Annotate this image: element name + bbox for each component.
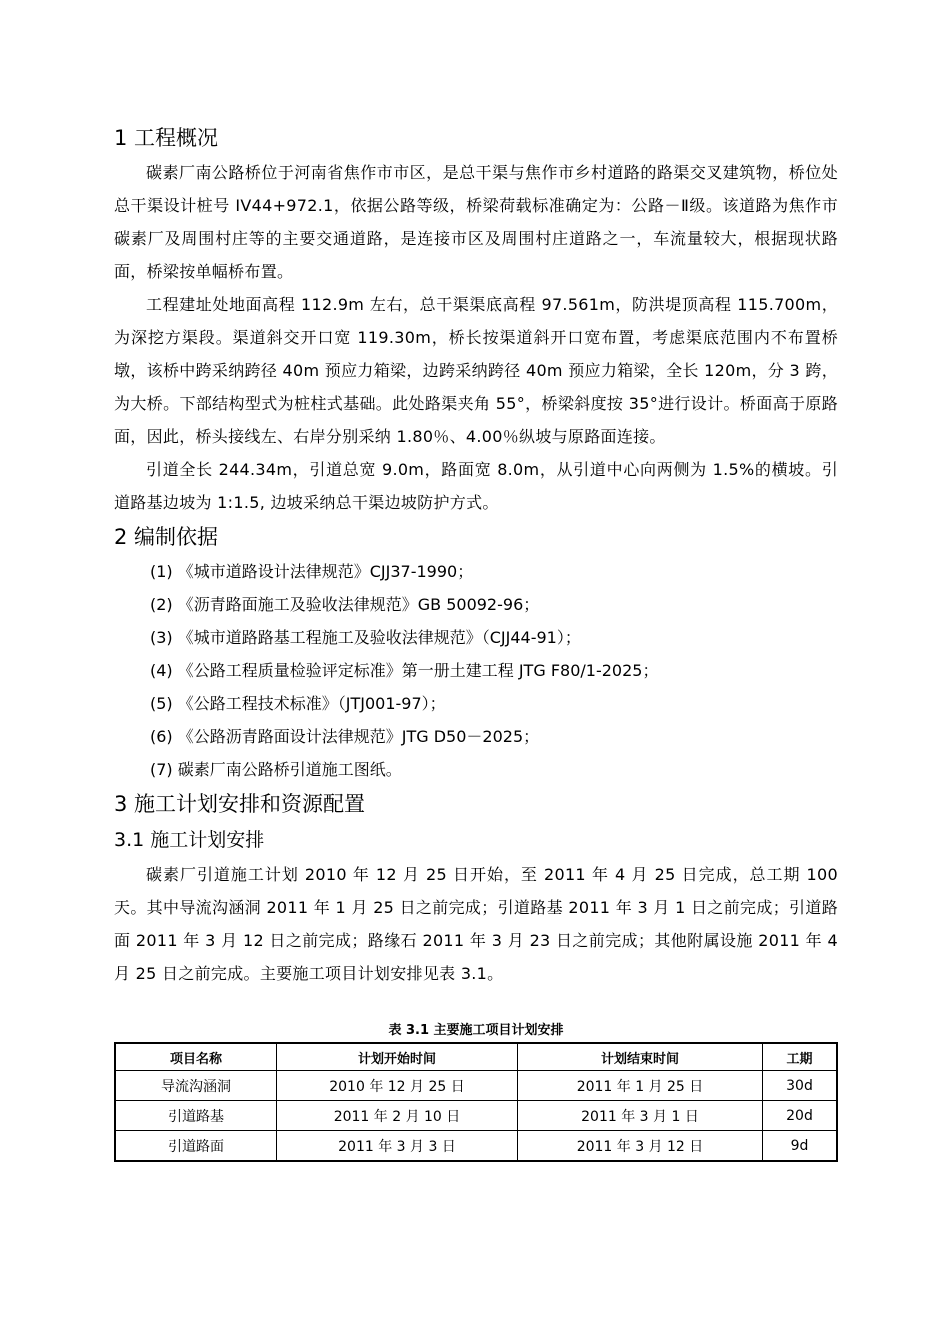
section-3-heading: 3 施工计划安排和资源配置 <box>114 792 366 816</box>
section-1-paragraph-2: 工程建址处地面高程 112.9m 左右，总干渠渠底高程 97.561m，防洪堤顶高程 115.700m，为深挖方渠段。渠道斜交开口宽 119.30m，桥长按渠道斜开口宽布置，考虑渠底范围内不布置桥墩，该桥中跨采纳跨径 40m 预应力箱梁，边跨采纳跨径 40m 预应力箱梁，全长 120m，分 3 跨，为大桥。下部结构型式为桩柱式基础。此处路渠夹角 55°，桥梁斜度按 35°进行设计。桥面高于原路面，因此，桥头接线左、右岸分别采纳 1.80％、4.00％纵坡与原路面连接。 <box>114 295 838 446</box>
section-3-1-heading: 3.1 施工计划安排 <box>114 829 265 851</box>
table-cell: 2011 年 2 月 10 日 <box>277 1101 518 1131</box>
reference-item: (1) 《城市道路设计法律规范》CJJ37-1990； <box>150 562 474 581</box>
section-2-heading: 2 编制依据 <box>114 525 219 549</box>
table-cell: 30d <box>763 1071 838 1101</box>
table-cell: 2011 年 3 月 3 日 <box>277 1131 518 1162</box>
section-1-paragraph-3: 引道全长 244.34m，引道总宽 9.0m，路面宽 8.0m，从引道中心向两侧为 1.5%的横坡。引道路基边坡为 1:1.5, 边坡采纳总干渠边坡防护方式。 <box>114 460 838 512</box>
section-1-paragraph-1: 碳素厂南公路桥位于河南省焦作市市区，是总干渠与焦作市乡村道路的路渠交叉建筑物，桥位处总干渠设计桩号 IV44+972.1，依据公路等级，桥梁荷载标准确定为：公路－Ⅱ级。该道路为焦作市碳素厂及周围村庄等的主要交通道路，是连接市区及周围村庄道路之一，车流量较大，根据现状路面，桥梁按单幅桥布置。 <box>114 163 838 281</box>
column-header: 计划开始时间 <box>277 1043 518 1071</box>
table-row <box>115 1131 837 1162</box>
reference-item: (5) 《公路工程技术标准》（JTJ001-97）； <box>150 694 446 713</box>
table-row <box>115 1071 837 1101</box>
column-header: 计划结束时间 <box>518 1043 763 1071</box>
reference-item: (2) 《沥青路面施工及验收法律规范》GB 50092-96； <box>150 595 540 614</box>
reference-item: (3) 《城市道路路基工程施工及验收法律规范》（CJJ44-91）； <box>150 628 581 647</box>
schedule-table <box>114 1042 838 1162</box>
section-1-heading: 1 工程概况 <box>114 126 219 150</box>
table-cell: 导流沟涵洞 <box>115 1071 277 1101</box>
table-cell: 2011 年 3 月 1 日 <box>518 1101 763 1131</box>
table-cell: 9d <box>763 1131 838 1162</box>
table-cell: 2011 年 3 月 12 日 <box>518 1131 763 1162</box>
table-cell: 2010 年 12 月 25 日 <box>277 1071 518 1101</box>
reference-item: (7) 碳素厂南公路桥引道施工图纸。 <box>150 760 402 779</box>
section-3-1-paragraph: 碳素厂引道施工计划 2010 年 12 月 25 日开始，至 2011 年 4 月 25 日完成，总工期 100 天。其中导流沟涵洞 2011 年 1 月 25 日之前完成；引道路基 2011 年 3 月 1 日之前完成；引道路面 2011 年 3 月 12 日之前完成；路缘石 2011 年 3 月 23 日之前完成；其他附属设施 2011 年 4 月 25 日之前完成。主要施工项目计划安排见表 3.1。 <box>114 865 838 983</box>
reference-item: (6) 《公路沥青路面设计法律规范》JTG D50－2025； <box>150 727 540 746</box>
table-row <box>115 1101 837 1131</box>
reference-item: (4) 《公路工程质量检验评定标准》第一册土建工程 JTG F80/1-2025； <box>150 661 659 680</box>
table-cell: 引道路基 <box>115 1101 277 1131</box>
column-header: 工期 <box>763 1043 838 1071</box>
table-header-row <box>115 1043 837 1071</box>
table-caption: 表 3.1 主要施工项目计划安排 <box>388 1023 564 1038</box>
table-cell: 引道路面 <box>115 1131 277 1162</box>
table-cell: 2011 年 1 月 25 日 <box>518 1071 763 1101</box>
document-page <box>114 120 838 1162</box>
table-cell: 20d <box>763 1101 838 1131</box>
column-header: 项目名称 <box>115 1043 277 1071</box>
